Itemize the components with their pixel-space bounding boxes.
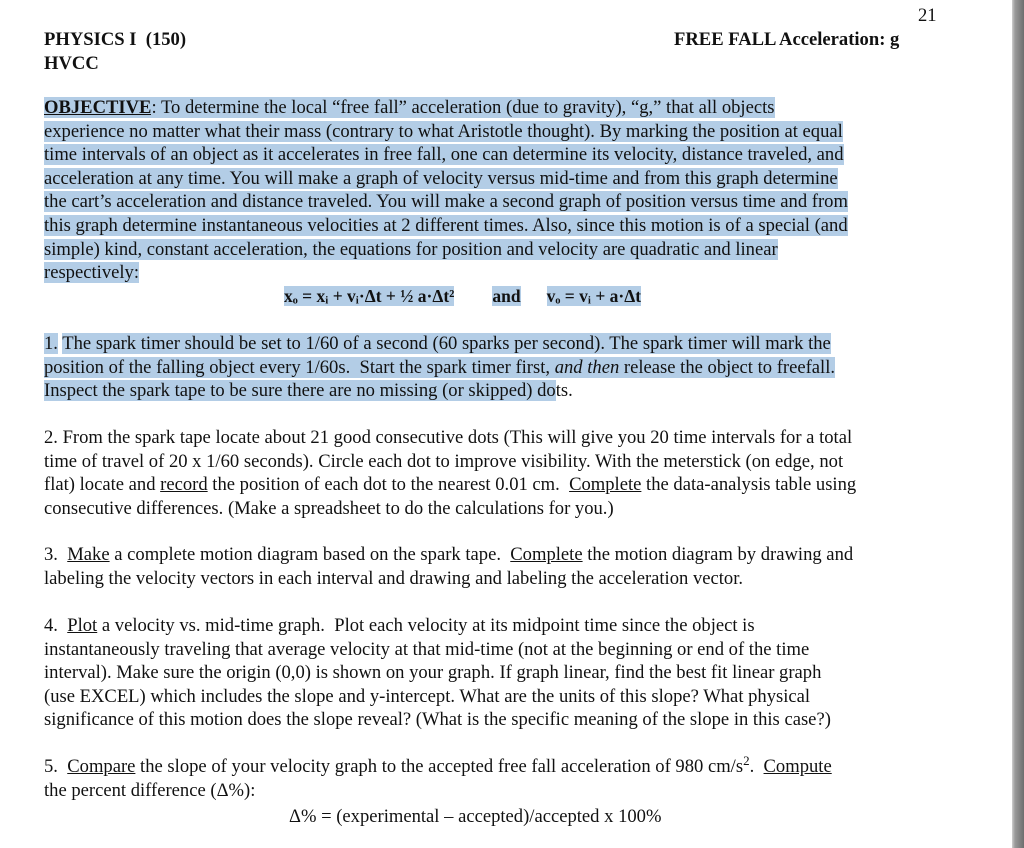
step-4-number: 4.: [44, 615, 68, 636]
objective-line: the cart’s acceleration and distance traveled. You will make a second graph of position versus time and from: [44, 191, 848, 213]
percent-difference-formula: Δ% = (experimental – accepted)/accepted x 100%: [289, 806, 662, 827]
step-4-line: a velocity vs. mid-time graph. Plot each velocity at its midpoint time since the object is: [97, 615, 755, 636]
step-5-line: the slope of your velocity graph to the accepted free fall acceleration of 980 cm/s: [135, 756, 744, 777]
step-5-line: .: [749, 756, 764, 777]
step-1-line-end: ts.: [555, 380, 573, 402]
objective-line: : To determine the local “free fall” acceleration (due to gravity), “g,” that all objects: [151, 97, 775, 118]
compute-keyword: Compute: [763, 756, 832, 777]
step-2-line: consecutive differences. (Make a spreadsheet to do the calculations for you.): [44, 497, 614, 519]
step-4: [44, 614, 944, 732]
step-3-line: the motion diagram by drawing and: [582, 544, 854, 565]
step-4-line: interval). Make sure the origin (0,0) is shown on your graph. If graph linear, find the best fit linear graph: [44, 662, 822, 684]
step-1-number: 1.: [44, 333, 58, 354]
step-1-line: Inspect the spark tape to be sure there are no missing (or skipped) do: [44, 380, 556, 402]
course-name: PHYSICS I (150): [44, 29, 187, 50]
lab-title: FREE FALL Acceleration: g: [674, 29, 900, 50]
objective-line: simple) kind, constant acceleration, the equations for position and velocity are quadratic and linear: [44, 238, 778, 260]
course-header: [44, 28, 186, 75]
step-3: [44, 543, 944, 590]
step-1-line: The spark timer should be set to 1/60 of a second (60 sparks per second). The spark timer will mark the: [62, 333, 831, 354]
step-4-line: instantaneously traveling that average velocity at that mid-time (not at the beginning or end of the time: [44, 638, 810, 660]
step-2-line: the position of each dot to the nearest 0.01 cm.: [207, 474, 570, 496]
document-page: [44, 0, 944, 848]
page-edge-shadow: [1012, 0, 1024, 848]
make-keyword: Make: [67, 544, 110, 565]
squared-superscript: 2: [743, 752, 750, 768]
step-3-line: labeling the velocity vectors in each interval and drawing and labeling the acceleration vector.: [44, 567, 744, 589]
step-5-line: the percent difference (Δ%):: [44, 779, 256, 801]
page-number: 21: [918, 5, 937, 26]
complete-keyword: Complete: [510, 544, 583, 565]
step-2-line: flat) locate and: [44, 474, 161, 496]
objective-line: respectively:: [44, 262, 139, 284]
step-1-line: position of the falling object every 1/60s. Start the spark timer first,: [44, 356, 555, 378]
objective-line: experience no matter what their mass (contrary to what Aristotle thought). By marking the position at equal: [44, 120, 843, 142]
step-1: [44, 332, 944, 403]
step-2-line: time of travel of 20 x 1/60 seconds). Circle each dot to improve visibility. With the meterstick (on edge, not: [44, 450, 844, 472]
objective-line: this graph determine instantaneous velocities at 2 different times. Also, since this motion is of a special (and: [44, 214, 848, 236]
kinematic-equations: [284, 285, 641, 309]
step-5-number: 5.: [44, 756, 68, 777]
compare-keyword: Compare: [67, 756, 136, 777]
step-1-emphasis: and then: [554, 356, 620, 378]
objective-line: acceleration at any time. You will make a graph of velocity versus mid-time and from this graph determine: [44, 167, 838, 189]
objective-line: time intervals of an object as it accelerates in free fall, one can determine its velocity, distance traveled, and: [44, 144, 844, 166]
step-2-line: 2. From the spark tape locate about 21 good consecutive dots (This will give you 20 time intervals for a total: [44, 427, 853, 448]
position-equation: xₒ = xᵢ + vᵢ·Δt + ½ a·Δt²: [284, 286, 455, 306]
objective-paragraph: [44, 96, 944, 285]
school-name: HVCC: [44, 52, 99, 74]
plot-keyword: Plot: [67, 615, 98, 636]
step-3-line: a complete motion diagram based on the spark tape.: [109, 544, 511, 565]
step-5: [44, 752, 944, 802]
objective-label: OBJECTIVE: [44, 97, 152, 118]
step-1-line: release the object to freefall.: [619, 356, 836, 378]
equation-and: and: [492, 286, 521, 306]
step-4-line: significance of this motion does the slope reveal? (What is the specific meaning of the slope in this case?): [44, 709, 831, 731]
step-2-line: the data-analysis table using: [641, 474, 857, 496]
step-4-line: (use EXCEL) which includes the slope and y-intercept. What are the units of this slope? What physical: [44, 685, 811, 707]
complete-keyword: Complete: [569, 474, 642, 496]
velocity-equation: vₒ = vᵢ + a·Δt: [546, 286, 642, 306]
step-3-number: 3.: [44, 544, 68, 565]
step-2: [44, 426, 944, 520]
record-keyword: record: [160, 474, 208, 496]
